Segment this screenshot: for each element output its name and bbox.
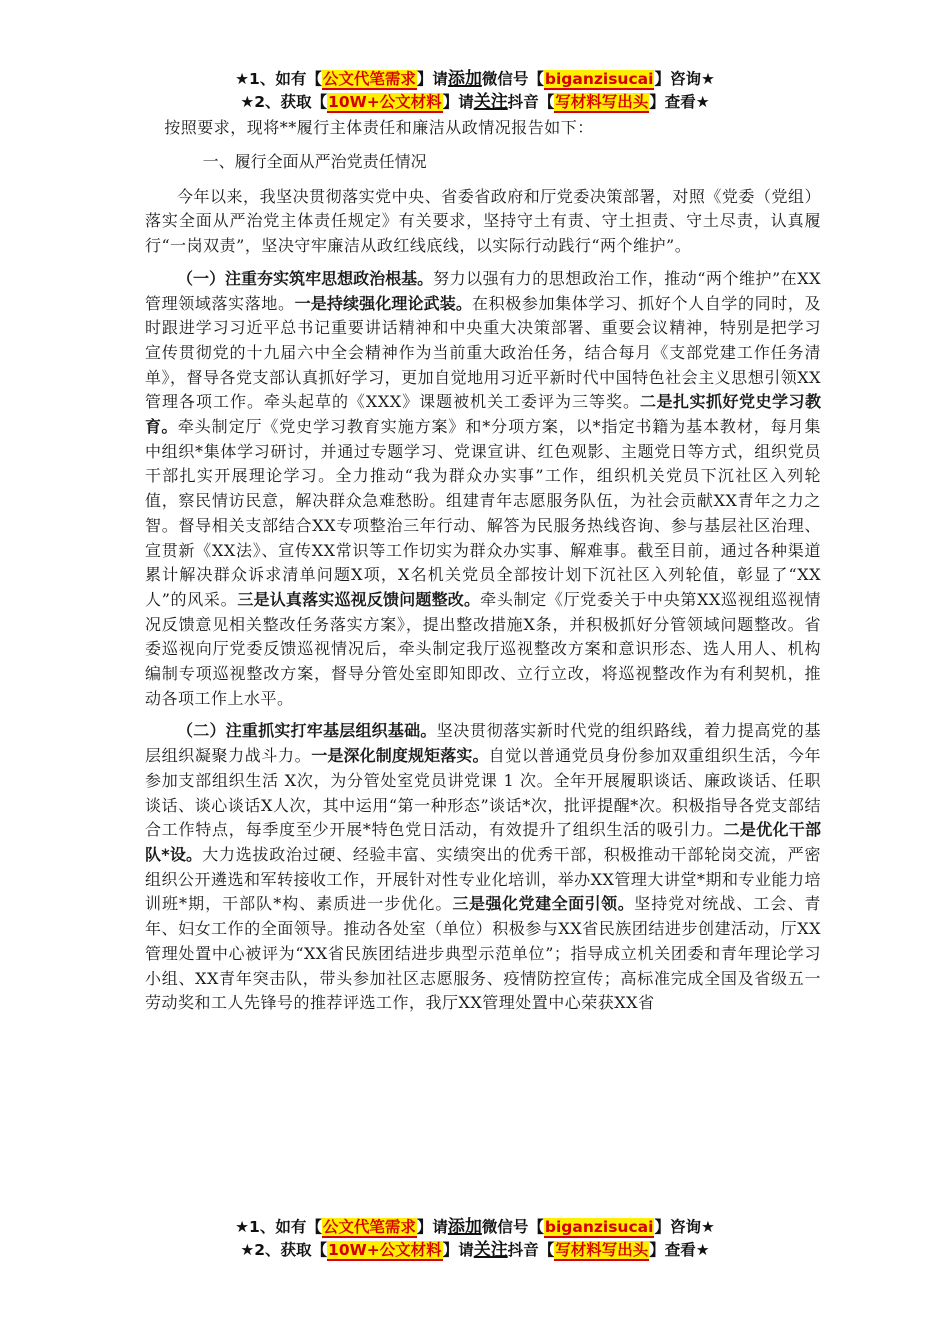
- subheading: （一）注重夯实筑牢思想政治根基。: [177, 268, 434, 288]
- bottom-banner: [0, 1216, 950, 1262]
- paragraph-organization: （二）注重抓实打牢基层组织基础。坚决贯彻落实新时代党的组织路线，着力提高党的基层组织凝聚力战斗力。一是深化制度规矩落实。自觉以普通党员身份参加双重组织生活，今年参加支部组织生活 X次，为分管处室党员讲党课 1 次。全年开展履职谈话、廉政谈话、任职谈话、谈心谈话X人次，其中运用“第一种形态”谈话*次，批评提醒*次。积极指导各党支部结合工作特点，每季度至少开展*特色党日活动，有效提升了组织生活的吸引力。二是优化干部队*设。大力选拔政治过硬、经验丰富、实绩突出的优秀干部，积极推动干部轮岗交流，严密组织公开遴选和军转接收工作，开展针对性专业化培训，举办XX管理大讲堂*期和专业能力培训班*期，干部队*构、素质进一步优化。三是强化党建全面引领。坚持党对统战、工会、青年、妇女工作的全面领导。推动各处室（单位）积极参与XX省民族团结进步创建活动，厅XX管理处置中心被评为“XX省民族团结进步典型示范单位”；指导成立机关团委和青年理论学习小组、XX青年突击队，带头参加社区志愿服务、疫情防控宣传；高标准完成全国及省级五一劳动奖和工人先锋号的推荐评选工作，我厅XX管理处置中心荣获XX省: [145, 721, 821, 1013]
- banner-douyin-id: 写材料写出头: [555, 1241, 649, 1259]
- banner-highlight: 公文代笔需求: [322, 70, 416, 88]
- banner-highlight: 公文代笔需求: [322, 1218, 416, 1236]
- banner-line-1: ★1、如有【公文代笔需求】请添加微信号【biganzisucai】咨询★: [235, 1217, 715, 1237]
- intro-paragraph: 按照要求，现将**履行主体责任和廉洁从政情况报告如下：: [164, 118, 594, 137]
- point-heading: 一是深化制度规矩落实。: [311, 746, 489, 766]
- banner-line-1: ★1、如有【公文代笔需求】请添加微信号【biganzisucai】咨询★: [235, 69, 715, 89]
- banner-wechat-id: biganzisucai: [544, 1218, 654, 1236]
- paragraph-ideology: （一）注重夯实筑牢思想政治根基。努力以强有力的思想政治工作，推动“两个维护”在XX管理领域落实落地。一是持续强化理论武装。在积极参加集体学习、抓好个人自学的同时，及时跟进学习习近平总书记重要讲话精神和中央重大决策部署、重要会议精神，特别是把学习宣传贯彻党的十九届六中全会精神作为当前重大政治任务，结合每月《支部党建工作任务清单》，督导各党支部认真抓好学习，更加自觉地用习近平新时代中国特色社会主义思想引领XX管理各项工作。牵头起草的《XXX》课题被机关工委评为三等奖。二是扎实抓好党史学习教育。牵头制定厅《党史学习教育实施方案》和*分项方案，以*指定书籍为基本教材，每月集中组织*集体学习研讨，并通过专题学习、党课宣讲、红色观影、主题党日等方式，组织党员干部扎实开展理论学习。全力推动“我为群众办实事”工作，组织机关党员下沉社区入列轮值，察民情访民意，解决群众急难愁盼。组建青年志愿服务队伍，为社会贡献XX青年之力之智。督导相关支部结合XX专项整治三年行动、解答为民服务热线咨询、参与基层社区治理、宣贯新《XX法》、宣传XX常识等工作切实为群众办实事、解难事。截至目前，通过各种渠道累计解决群众诉求清单问题X项，X名机关党员全部按计划下沉社区入列轮值，彰显了“XX人”的风采。三是认真落实巡视反馈问题整改。牵头制定《厅党委关于中央第XX巡视组巡视情况反馈意见相关整改任务落实方案》，提出整改措施X条，并积极抓好分管领域问题整改。省委巡视向厅党委反馈巡视情况后，牵头制定我厅巡视整改方案和意识形态、选人用人、机构编制专项巡视整改方案，督导分管处室即知即改、立行立改，将巡视整改作为有利契机，推动各项工作上水平。: [145, 268, 821, 708]
- point-heading: 三是认真落实巡视反馈问题整改。: [237, 589, 481, 609]
- banner-line-2: ★2、获取【10W+公文材料】请关注抖音【写材料写出头】查看★: [240, 1240, 710, 1260]
- top-banner: [0, 68, 950, 114]
- point-heading: 一是持续强化理论武装。: [294, 293, 472, 313]
- banner-line-2: ★2、获取【10W+公文材料】请关注抖音【写材料写出头】查看★: [240, 92, 710, 112]
- banner-highlight: 10W+公文材料: [328, 93, 442, 111]
- point-heading: 二是扎实抓好党史学习教育。: [145, 392, 821, 437]
- banner-highlight: 10W+公文材料: [328, 1241, 442, 1259]
- subheading: （二）注重抓实打牢基层组织基础。: [177, 721, 437, 741]
- banner-wechat-id: biganzisucai: [544, 70, 654, 88]
- banner-douyin-id: 写材料写出头: [555, 93, 649, 111]
- point-heading: 二是优化干部队*设。: [145, 820, 821, 864]
- paragraph-overview: 今年以来，我坚决贯彻落实党中央、省委省政府和厅党委决策部署，对照《党委（党组）落实全面从严治党主体责任规定》有关要求，坚持守土有责、守土担责、守土尽责，认真履行“一岗双责”，坚决守牢廉洁从政红线底线，以实际行动践行“两个维护”。: [145, 186, 821, 256]
- point-heading: 三是强化党建全面引领。: [452, 894, 635, 914]
- document-body: [145, 116, 821, 1016]
- section-heading: 一、履行全面从严治党责任情况: [202, 151, 427, 171]
